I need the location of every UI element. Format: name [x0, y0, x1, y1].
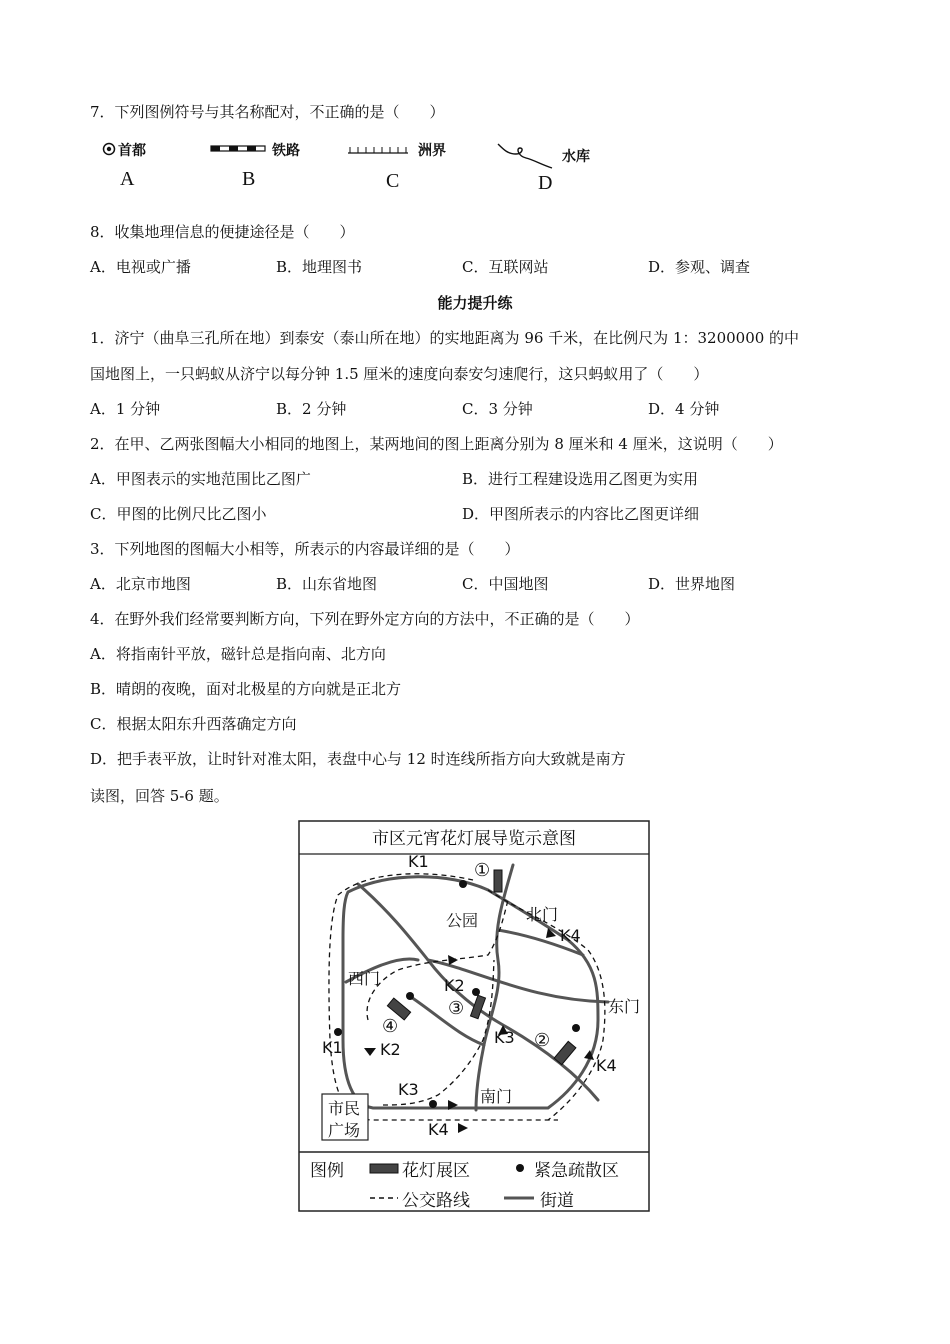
label-k1-left: K1 — [322, 1038, 343, 1057]
label-plaza-1: 市民 — [328, 1099, 361, 1118]
label-k4-bottom: K4 — [428, 1120, 449, 1139]
q7-name-a: 首都 — [118, 143, 146, 159]
map-title: 市区元宵花灯展导览示意图 — [372, 829, 576, 849]
p1-option-c: C．3 分钟 — [462, 400, 533, 418]
p3-option-b: B．山东省地图 — [276, 575, 378, 593]
p3-option-c: C．中国地图 — [462, 575, 549, 593]
label-k2-left: K2 — [380, 1040, 401, 1059]
legend-street: 街道 — [540, 1191, 574, 1211]
p2-option-d: D．甲图所表示的内容比乙图更详细 — [462, 505, 700, 523]
p1-option-a: A．1 分钟 — [90, 400, 161, 418]
p3-option-a: A．北京市地图 — [90, 575, 191, 593]
p2-option-c: C．甲图的比例尺比乙图小 — [90, 505, 267, 523]
legend-evacuation: 紧急疏散区 — [534, 1161, 619, 1181]
q8-stem: 8．收集地理信息的便捷途径是（ ） — [90, 223, 355, 241]
reservoir-icon — [496, 140, 558, 172]
label-k3-bottom: K3 — [398, 1080, 419, 1099]
p1-stem-line1: 1．济宁（曲阜三孔所在地）到泰安（泰山所在地）的实地距离为 96 千米，在比例尺为 1：3200000 的中 — [90, 329, 800, 347]
q7-symbol-row — [100, 138, 620, 198]
q8-option-d: D．参观、调查 — [648, 258, 751, 276]
label-east-gate: 东门 — [608, 997, 641, 1016]
p3-option-d: D．世界地图 — [648, 575, 736, 593]
q7-letter-a: A — [120, 168, 135, 190]
q7-name-b: 铁路 — [272, 143, 300, 159]
label-south-gate: 南门 — [480, 1087, 513, 1106]
evacuation-point — [334, 1028, 342, 1036]
p2-option-a: A．甲图表示的实地范围比乙图广 — [90, 470, 311, 488]
label-k4-se: K4 — [596, 1056, 617, 1075]
label-k2-top: K2 — [444, 976, 465, 995]
p1-option-b: B．2 分钟 — [276, 400, 347, 418]
q8-option-c: C．互联网站 — [462, 258, 549, 276]
read-prompt: 读图，回答 5-6 题。 — [90, 787, 229, 805]
capital-icon — [102, 142, 116, 156]
label-n3: ③ — [448, 998, 465, 1019]
q8-option-b: B．地理图书 — [276, 258, 363, 276]
section-title: 能力提升练 — [437, 294, 513, 312]
continent-boundary-icon — [346, 144, 410, 156]
p1-option-d: D．4 分钟 — [648, 400, 720, 418]
legend-title: 图例 — [310, 1161, 344, 1181]
label-k1-top: K1 — [408, 852, 429, 871]
q7-letter-b: B — [242, 168, 256, 190]
q7-letter-d: D — [538, 172, 553, 194]
evacuation-point — [572, 1024, 580, 1032]
lantern-map-figure — [298, 820, 650, 1212]
evacuation-point — [406, 992, 414, 1000]
q7-name-d: 水库 — [562, 149, 590, 165]
evacuation-point — [472, 988, 480, 996]
p4-option-c: C．根据太阳东升西落确定方向 — [90, 715, 297, 733]
p2-stem: 2．在甲、乙两张图幅大小相同的地图上，某两地间的图上距离分别为 8 厘米和 4 厘米，这说明（ ） — [90, 435, 783, 453]
p4-option-a: A．将指南针平放，磁针总是指向南、北方向 — [90, 645, 386, 663]
p3-stem: 3．下列地图的图幅大小相等，所表示的内容最详细的是（ ） — [90, 540, 520, 558]
p4-stem: 4．在野外我们经常要判断方向，下列在野外定方向的方法中，不正确的是（ ） — [90, 610, 640, 628]
q7-letter-c: C — [386, 170, 400, 192]
legend-exhibit: 花灯展区 — [402, 1161, 470, 1181]
evacuation-point — [429, 1100, 437, 1108]
label-n4: ④ — [382, 1016, 399, 1037]
label-k4-ne: K4 — [560, 926, 581, 945]
label-west-gate: 西门 — [348, 969, 381, 988]
q7-stem: 7．下列图例符号与其名称配对，不正确的是（ ） — [90, 103, 445, 121]
label-n1: ① — [474, 860, 491, 881]
q8-option-a: A．电视或广播 — [90, 258, 191, 276]
label-north-gate: 北门 — [526, 905, 559, 924]
exhibit-area-1 — [494, 870, 502, 892]
label-n2: ② — [534, 1030, 551, 1051]
evacuation-point — [459, 880, 467, 888]
label-k3-right: K3 — [494, 1028, 515, 1047]
p4-option-b: B．晴朗的夜晚，面对北极星的方向就是正北方 — [90, 680, 402, 698]
label-plaza-2: 广场 — [328, 1121, 361, 1140]
legend-bus: 公交路线 — [402, 1191, 470, 1211]
label-park: 公园 — [446, 911, 479, 930]
p1-stem-line2: 国地图上，一只蚂蚁从济宁以每分钟 1.5 厘米的速度向泰安匀速爬行，这只蚂蚁用了（ ） — [90, 365, 709, 383]
q7-name-c: 洲界 — [418, 143, 446, 159]
p4-option-d: D．把手表平放，让时针对准太阳，表盘中心与 12 时连线所指方向大致就是南方 — [90, 750, 626, 768]
p2-option-b: B．进行工程建设选用乙图更为实用 — [462, 470, 699, 488]
railway-icon — [210, 144, 266, 154]
